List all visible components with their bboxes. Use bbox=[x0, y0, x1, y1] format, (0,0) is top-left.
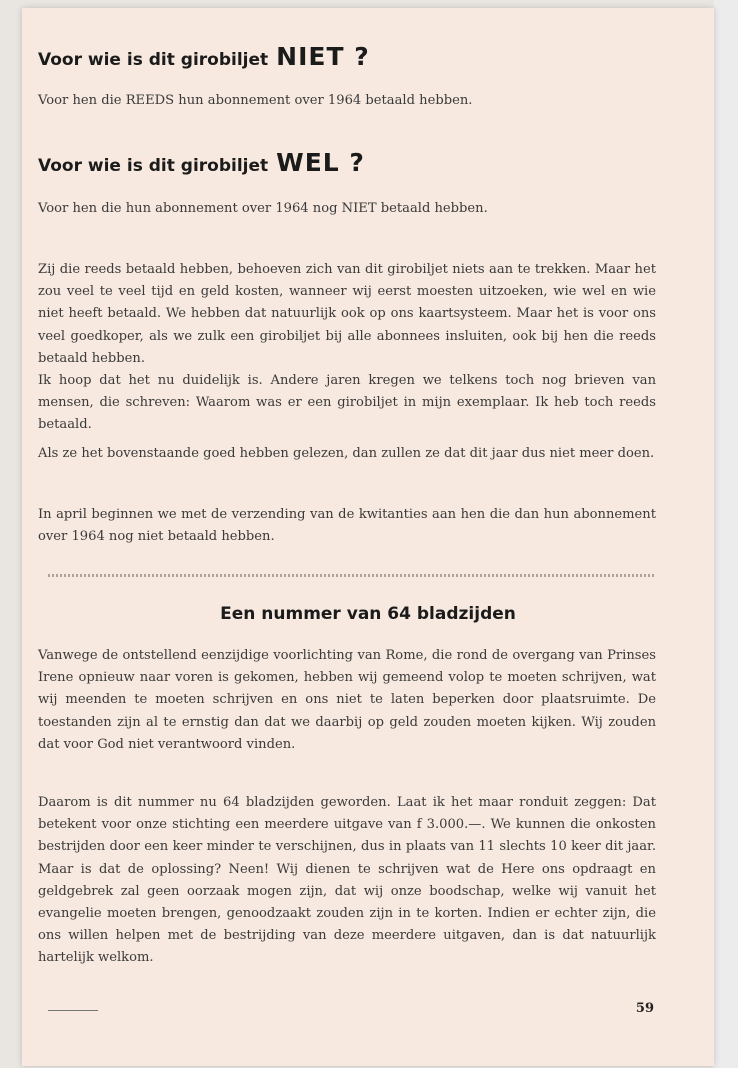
body-paragraph-6: Daarom is dit nummer nu 64 bladzijden geworden. Laat ik het maar ronduit zeggen: Dat betekent voor onze stichting een meerdere uitgave van f 3.000.—. We kunnen die onkosten bestrijden door een keer minder te verschijnen, dus in plaats van 11 slechts 10 keer dit jaar. Maar is dat de oplossing? Neen! Wij dienen te schrijven wat de Here ons opdraagt en geldgebrek zal geen oorzaak mogen zijn, dat wij onze boodschap, welke wij vanuit het evangelie moeten brengen, genoodzaakt zouden zijn in te korten. Indien er echter zijn, die ons willen helpen met de bestrijding van deze meerdere uitgaven, dan is dat natuurlijk hartelijk welkom. bbox=[38, 795, 656, 966]
heading-wel-prefix: Voor wie is dit girobiljet bbox=[38, 156, 269, 176]
scan-edge bbox=[714, 0, 738, 1068]
section-title: Een nummer van 64 bladzijden bbox=[220, 604, 516, 624]
body-paragraph-4: In april beginnen we met de verzending van de kwitanties aan hen die dan hun abonnement over 1964 nog niet betaald hebben. bbox=[38, 507, 656, 545]
paragraph-niet: Voor hen die REEDS hun abonnement over 1964 betaald hebben. bbox=[38, 93, 473, 108]
paragraph-wel: Voor hen die hun abonnement over 1964 nog NIET betaald hebben. bbox=[38, 201, 488, 216]
body-paragraph-2: Ik hoop dat het nu duidelijk is. Andere jaren kregen we telkens toch nog brieven van mensen, die schreven: Waarom was er een girobiljet in mijn exemplaar. Ik heb toch reeds betaald. bbox=[38, 373, 656, 433]
page-number: 59 bbox=[635, 1001, 654, 1016]
body-paragraph-1: Zij die reeds betaald hebben, behoeven zich van dit girobiljet niets aan te trekken. Maar het zou veel te veel tijd en geld kosten, wanneer wij eerst moesten uitzoeken, wie wel en wie niet heeft betaald. We hebben dat natuurlijk ook op ons kaartsysteem. Maar het is voor ons veel goedkoper, als we zulk een girobiljet bij alle abonnees insluiten, ook bij hen die reeds betaald hebben. bbox=[38, 262, 656, 366]
heading-wel-emphasis: WEL ? bbox=[276, 148, 365, 177]
heading-niet-prefix: Voor wie is dit girobiljet bbox=[38, 50, 269, 70]
heading-niet-emphasis: NIET ? bbox=[276, 42, 370, 71]
body-paragraph-3: Als ze het bovenstaande goed hebben gelezen, dan zullen ze dat dit jaar dus niet meer doen. bbox=[38, 446, 655, 461]
footer-rule bbox=[48, 1010, 98, 1011]
heading-niet bbox=[38, 42, 370, 71]
document-page bbox=[22, 8, 714, 1066]
body-paragraph-5: Vanwege de ontstellend eenzijdige voorlichting van Rome, die rond de overgang van Prinses Irene opnieuw naar voren is gekomen, hebben wij gemeend volop te moeten schrijven, wat wij meenden te moeten schrijven en ons niet te laten beperken door plaatsruimte. De toestanden zijn al te ernstig dan dat we daarbij op geld zouden moeten kijken. Wij zouden dat voor God niet verantwoord vinden. bbox=[38, 648, 656, 752]
wavy-divider bbox=[48, 574, 656, 577]
heading-wel bbox=[38, 148, 365, 177]
